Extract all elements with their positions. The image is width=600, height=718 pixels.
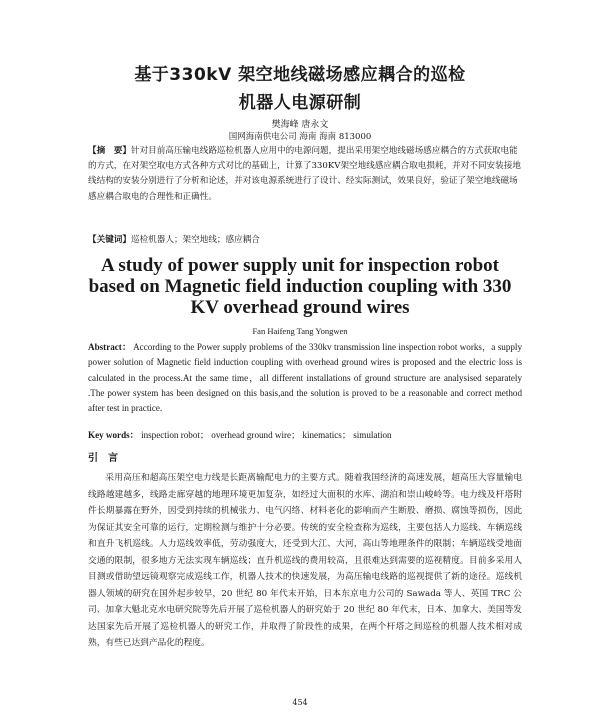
- english-keywords-label: Key words：: [88, 430, 139, 440]
- english-authors: Fan Haifeng Tang Yongwen: [252, 326, 348, 336]
- chinese-abstract: [88, 144, 522, 205]
- english-abstract: [88, 340, 522, 416]
- introduction-body-text: 采用高压和超高压架空电力线是长距离输配电力的主要方式。随着我国经济的高速发展，超高压大容量输电线路越建越多，线路走廊穿越的地理环境更加复杂，如经过大面积的水库、湖泊和崇山峻岭等。电力线及杆塔附件长期暴露在野外，因受到持续的机械张力、电气闪络、材料老化的影响而产生断股、磨损、腐蚀等损伤，因此为保证其安全可靠的运行，定期检测与维护十分必要。传统的安全检查称为巡线，主要包括人力巡线、车辆巡线和直升飞机巡线。人力巡线效率低，劳动强度大，还受到大江、大河，高山等地理条件的限制；车辆巡线受地面交通的限制，很多地方无法实现车辆巡线；直升机巡线的费用较高，且很难达到需要的巡视精度。目前多采用人目测或借助望远镜观察完成巡线工作，机器人技术的快速发展，为高压输电线路的巡视提供了新的途径。巡线机器人领域的研究在国外起步较早，20 世纪 80 年代末开始，日本东京电力公司的 Sawada 等人、英国 TRC 公司、加拿大魁北克水电研究院等先后开展了巡检机器人的研究始于 20 世纪 80 年代末，日本、加拿大、美国等发达国家先后开展了巡检机器人的研究工作，并取得了阶段性的成果，在两个杆塔之间巡检的机器人技术相对成熟，有些已达到产品化的程度。: [88, 473, 522, 648]
- chinese-authors: 樊海峰 唐永文: [271, 120, 329, 130]
- chinese-abstract-text: 针对目前高压输电线路巡检机器人应用中的电源问题，提出采用架空地线磁场感应耦合的方式获取电能的方式，在对架空取电方式各种方式对比的基础上，计算了330KV架空地线感应耦合取电损耗，并对不同安装接地线结构的安装分别进行了分析和论述，并对该电源系统进行了设计、经实际测试，效果良好，验证了架空地线磁场感应耦合取电的合理性和正确性。: [88, 146, 521, 202]
- section-heading-introduction: 引 言: [88, 453, 118, 464]
- english-title-line-3: KV overhead ground wires: [190, 297, 410, 318]
- chinese-title-line-1: 基于330kV 架空地线磁场感应耦合的巡检: [134, 65, 466, 85]
- page-number: 454: [292, 698, 308, 707]
- english-title-line-2: based on Magnetic field induction coupling with 330: [88, 276, 512, 297]
- chinese-affiliation: 国网海南供电公司 海南 海南 813000: [228, 132, 372, 142]
- english-abstract-label: Abstract：: [88, 342, 132, 352]
- chinese-keywords-label: 【关键词】: [88, 235, 131, 245]
- english-keywords: [88, 428, 522, 441]
- chinese-title-line-2: 机器人电源研制: [238, 93, 362, 113]
- chinese-keywords-text: 巡检机器人；架空地线；感应耦合: [130, 235, 260, 245]
- chinese-abstract-label: 【摘 要】: [88, 146, 131, 156]
- english-abstract-text: According to the Power supply problems of the 330kv transmission line inspection robot works，a supply power solution of Magnetic field induction coupling with overhead ground wires is proposed and the electric loss is calculated in the process.At the same time，all different installations of ground structure are analysised separately .The power system has been designed on this basis,and the solution is proved to be a reasonable and correct method after test in practice.: [88, 342, 522, 414]
- english-keywords-text: inspection robot； overhead ground wire； kinematics； simulation: [141, 430, 392, 440]
- chinese-keywords: [88, 233, 522, 245]
- english-title-line-1: A study of power supply unit for inspection robot: [100, 255, 500, 276]
